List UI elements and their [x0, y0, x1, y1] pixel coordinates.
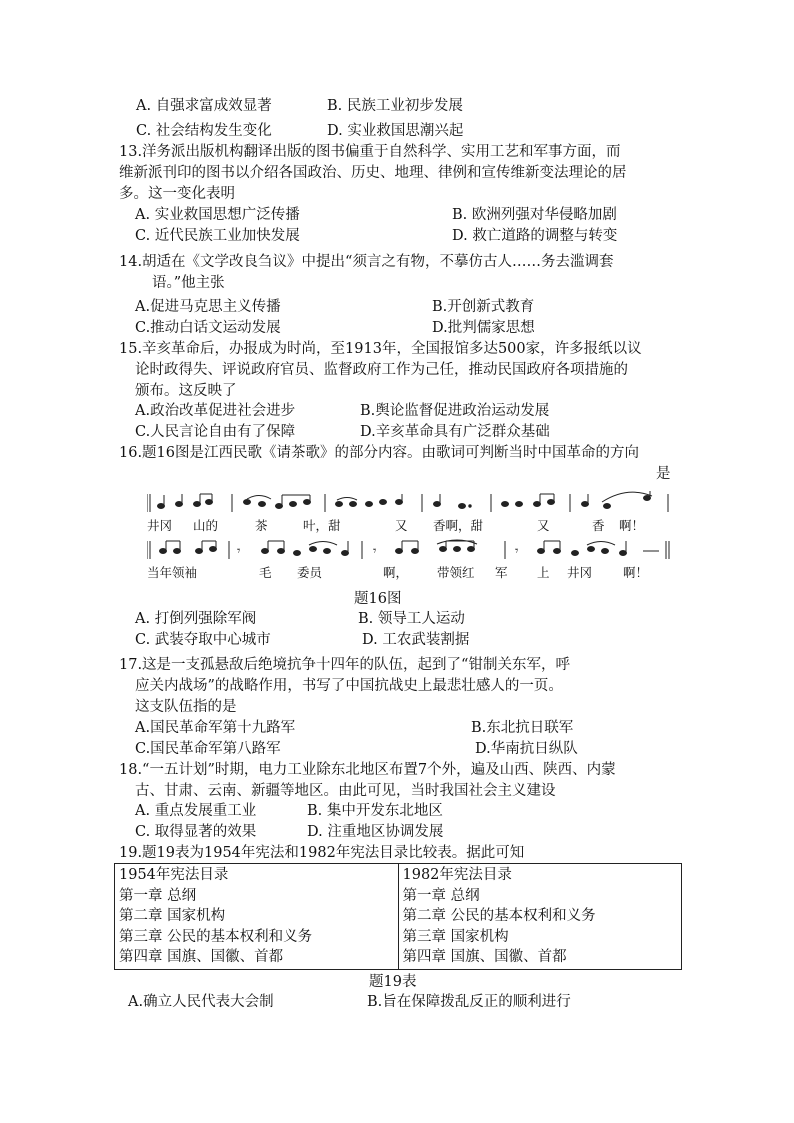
q13-option-a: A. 实业救国思想广泛传播: [135, 207, 300, 223]
q16-stem-end: 是: [656, 466, 671, 482]
q12-option-c: C. 社会结构发生变化: [136, 123, 272, 139]
q15-stem-line1: 15.辛亥革命后，办报成为时尚，至1913年，全国报馆多达500家，许多报纸以议: [119, 341, 642, 357]
q13-option-b: B. 欧洲列强对华侵略加剧: [452, 207, 617, 223]
table-cell: 1982年宪法目录: [402, 867, 512, 883]
q18-stem-line2: 古、甘肃、云南、新疆等地区。由此可见，当时我国社会主义建设: [135, 783, 556, 799]
lyric-word: 山的: [193, 518, 219, 533]
lyric-word: 又: [395, 518, 408, 533]
q16-option-d: D. 工农武装割据: [362, 632, 470, 648]
table-cell: 1954年宪法目录: [119, 867, 229, 883]
table-cell: 第一章 总纲: [402, 887, 480, 904]
q15-option-c: C.人民言论自由有了保障: [135, 424, 296, 440]
table-cell: 第三章 国家机构: [402, 928, 509, 945]
svg-text:𝄾: 𝄾: [237, 544, 241, 559]
table-cell: 第二章 国家机构: [119, 908, 226, 924]
q14-stem-line1: 14.胡适在《文学改良刍议》中提出“须言之有物，不摹仿古人……务去滥调套: [119, 254, 614, 270]
lyric-word: 香啊，甜: [433, 518, 484, 533]
q18-option-b: B. 集中开发东北地区: [307, 803, 443, 819]
table-cell: 第二章 公民的基本权利和义务: [402, 908, 596, 924]
lyric-word: 毛: [259, 565, 272, 580]
q14-option-d: D.批判儒家思想: [432, 320, 535, 336]
lyric-word: 上: [537, 565, 550, 580]
lyric-word: 茶: [255, 518, 268, 533]
constitution-comparison-table: [114, 863, 682, 970]
q16-stem-line1: 16.题16图是江西民歌《请茶歌》的部分内容。由歌词可判断当时中国革命的方向: [119, 445, 640, 461]
q15-option-d: D.辛亥革命具有广泛群众基础: [360, 424, 550, 440]
q14-option-a: A.促进马克思主义传播: [135, 299, 281, 315]
q15-option-a: A.政治改革促进社会进步: [135, 403, 296, 419]
q18-option-c: C. 取得显著的效果: [135, 824, 257, 840]
q17-option-a: A.国民革命军第十九路军: [135, 720, 296, 736]
q14-option-c: C.推动白话文运动发展: [135, 320, 281, 336]
q13-option-d: D. 救亡道路的调整与转变: [452, 228, 618, 244]
q16-option-a: A. 打倒列强除军阀: [135, 611, 257, 627]
q13-stem-line1: 13.洋务派出版机构翻译出版的图书偏重于自然科学、实用工艺和军事方面，而: [119, 144, 621, 160]
lyric-word: 井冈: [147, 518, 173, 533]
lyric-word: 啊！: [619, 518, 645, 533]
q12-option-d: D. 实业救国思潮兴起: [327, 123, 464, 139]
table-cell: 第三章 公民的基本权利和义务: [119, 928, 313, 945]
lyric-word: 当年领袖: [147, 565, 198, 580]
q19-table-caption: 题19表: [369, 974, 417, 990]
lyric-word: 委员: [297, 565, 323, 580]
q16-option-c: C. 武装夺取中心城市: [135, 632, 271, 648]
q15-stem-line3: 颁布。这反映了: [135, 383, 237, 399]
svg-text:𝄾: 𝄾: [515, 544, 519, 559]
q17-option-d: D.华南抗日纵队: [475, 741, 578, 757]
q15-stem-line2: 论时政得失、评说政府官员、监督政府工作为己任，推动民国政府各项措施的: [135, 362, 628, 378]
q19-option-a: A.确立人民代表大会制: [128, 994, 274, 1010]
q18-stem-line1: 18.“一五计划”时期，电力工业除东北地区布置7个外，遍及山西、陕西、内蒙: [119, 762, 616, 778]
q17-stem-line1: 17.这是一支孤悬敌后绝境抗争十四年的队伍，起到了“钳制关东军，呼: [119, 657, 570, 673]
table-column-1982: [398, 864, 682, 970]
music-staff-row1: [147, 490, 670, 516]
lyric-word: 香: [592, 518, 605, 533]
q13-stem-line3: 多。这一变化表明: [119, 186, 235, 202]
q13-stem-line2: 维新派刊印的图书以介绍各国政治、历史、地理、律例和宣传维新变法理论的居: [119, 165, 627, 181]
music-staff-row2: [147, 537, 670, 563]
svg-text:𝄾: 𝄾: [373, 544, 377, 559]
q17-option-c: C.国民革命军第八路军: [135, 741, 281, 757]
lyric-word: 又: [537, 518, 550, 533]
q18-option-a: A. 重点发展重工业: [135, 803, 257, 819]
lyric-word: 军: [495, 565, 508, 580]
q19-stem: 19.题19表为1954年宪法和1982年宪法目录比较表。据此可知: [119, 845, 525, 861]
q17-option-b: B.东北抗日联军: [471, 720, 574, 736]
lyric-word: 啊！: [623, 565, 649, 580]
q12-option-a: A. 自强求富成效显著: [136, 98, 272, 114]
q16-figure-caption: 题16图: [354, 591, 402, 607]
q15-option-b: B.舆论监督促进政治运动发展: [360, 403, 550, 419]
q18-option-d: D. 注重地区协调发展: [307, 824, 444, 840]
table-cell: 第四章 国旗、国徽、首都: [402, 949, 567, 965]
q16-option-b: B. 领导工人运动: [358, 611, 465, 627]
q12-option-b: B. 民族工业初步发展: [327, 98, 463, 114]
q19-option-b: B.旨在保障拨乱反正的顺利进行: [367, 994, 571, 1010]
q17-stem-line3: 这支队伍指的是: [135, 699, 237, 715]
music-notation-row1: [147, 490, 670, 516]
q14-option-b: B.开创新式教育: [432, 299, 535, 315]
lyric-word: 叶，甜: [303, 518, 341, 533]
q17-stem-line2: 应关内战场”的战略作用，书写了中国抗战史上最悲壮感人的一页。: [135, 678, 563, 694]
lyric-word: 带领红: [437, 565, 475, 580]
q14-stem-line2: 语。”他主张: [152, 275, 225, 291]
table-column-1954: [115, 864, 399, 970]
lyric-word: 井冈: [567, 565, 593, 580]
q13-option-c: C. 近代民族工业加快发展: [135, 228, 300, 244]
table-cell: 第一章 总纲: [119, 887, 197, 904]
table-cell: 第四章 国旗、国徽、首都: [119, 949, 284, 965]
music-notation-row2: [147, 537, 670, 563]
lyric-word: 啊，: [383, 565, 409, 580]
